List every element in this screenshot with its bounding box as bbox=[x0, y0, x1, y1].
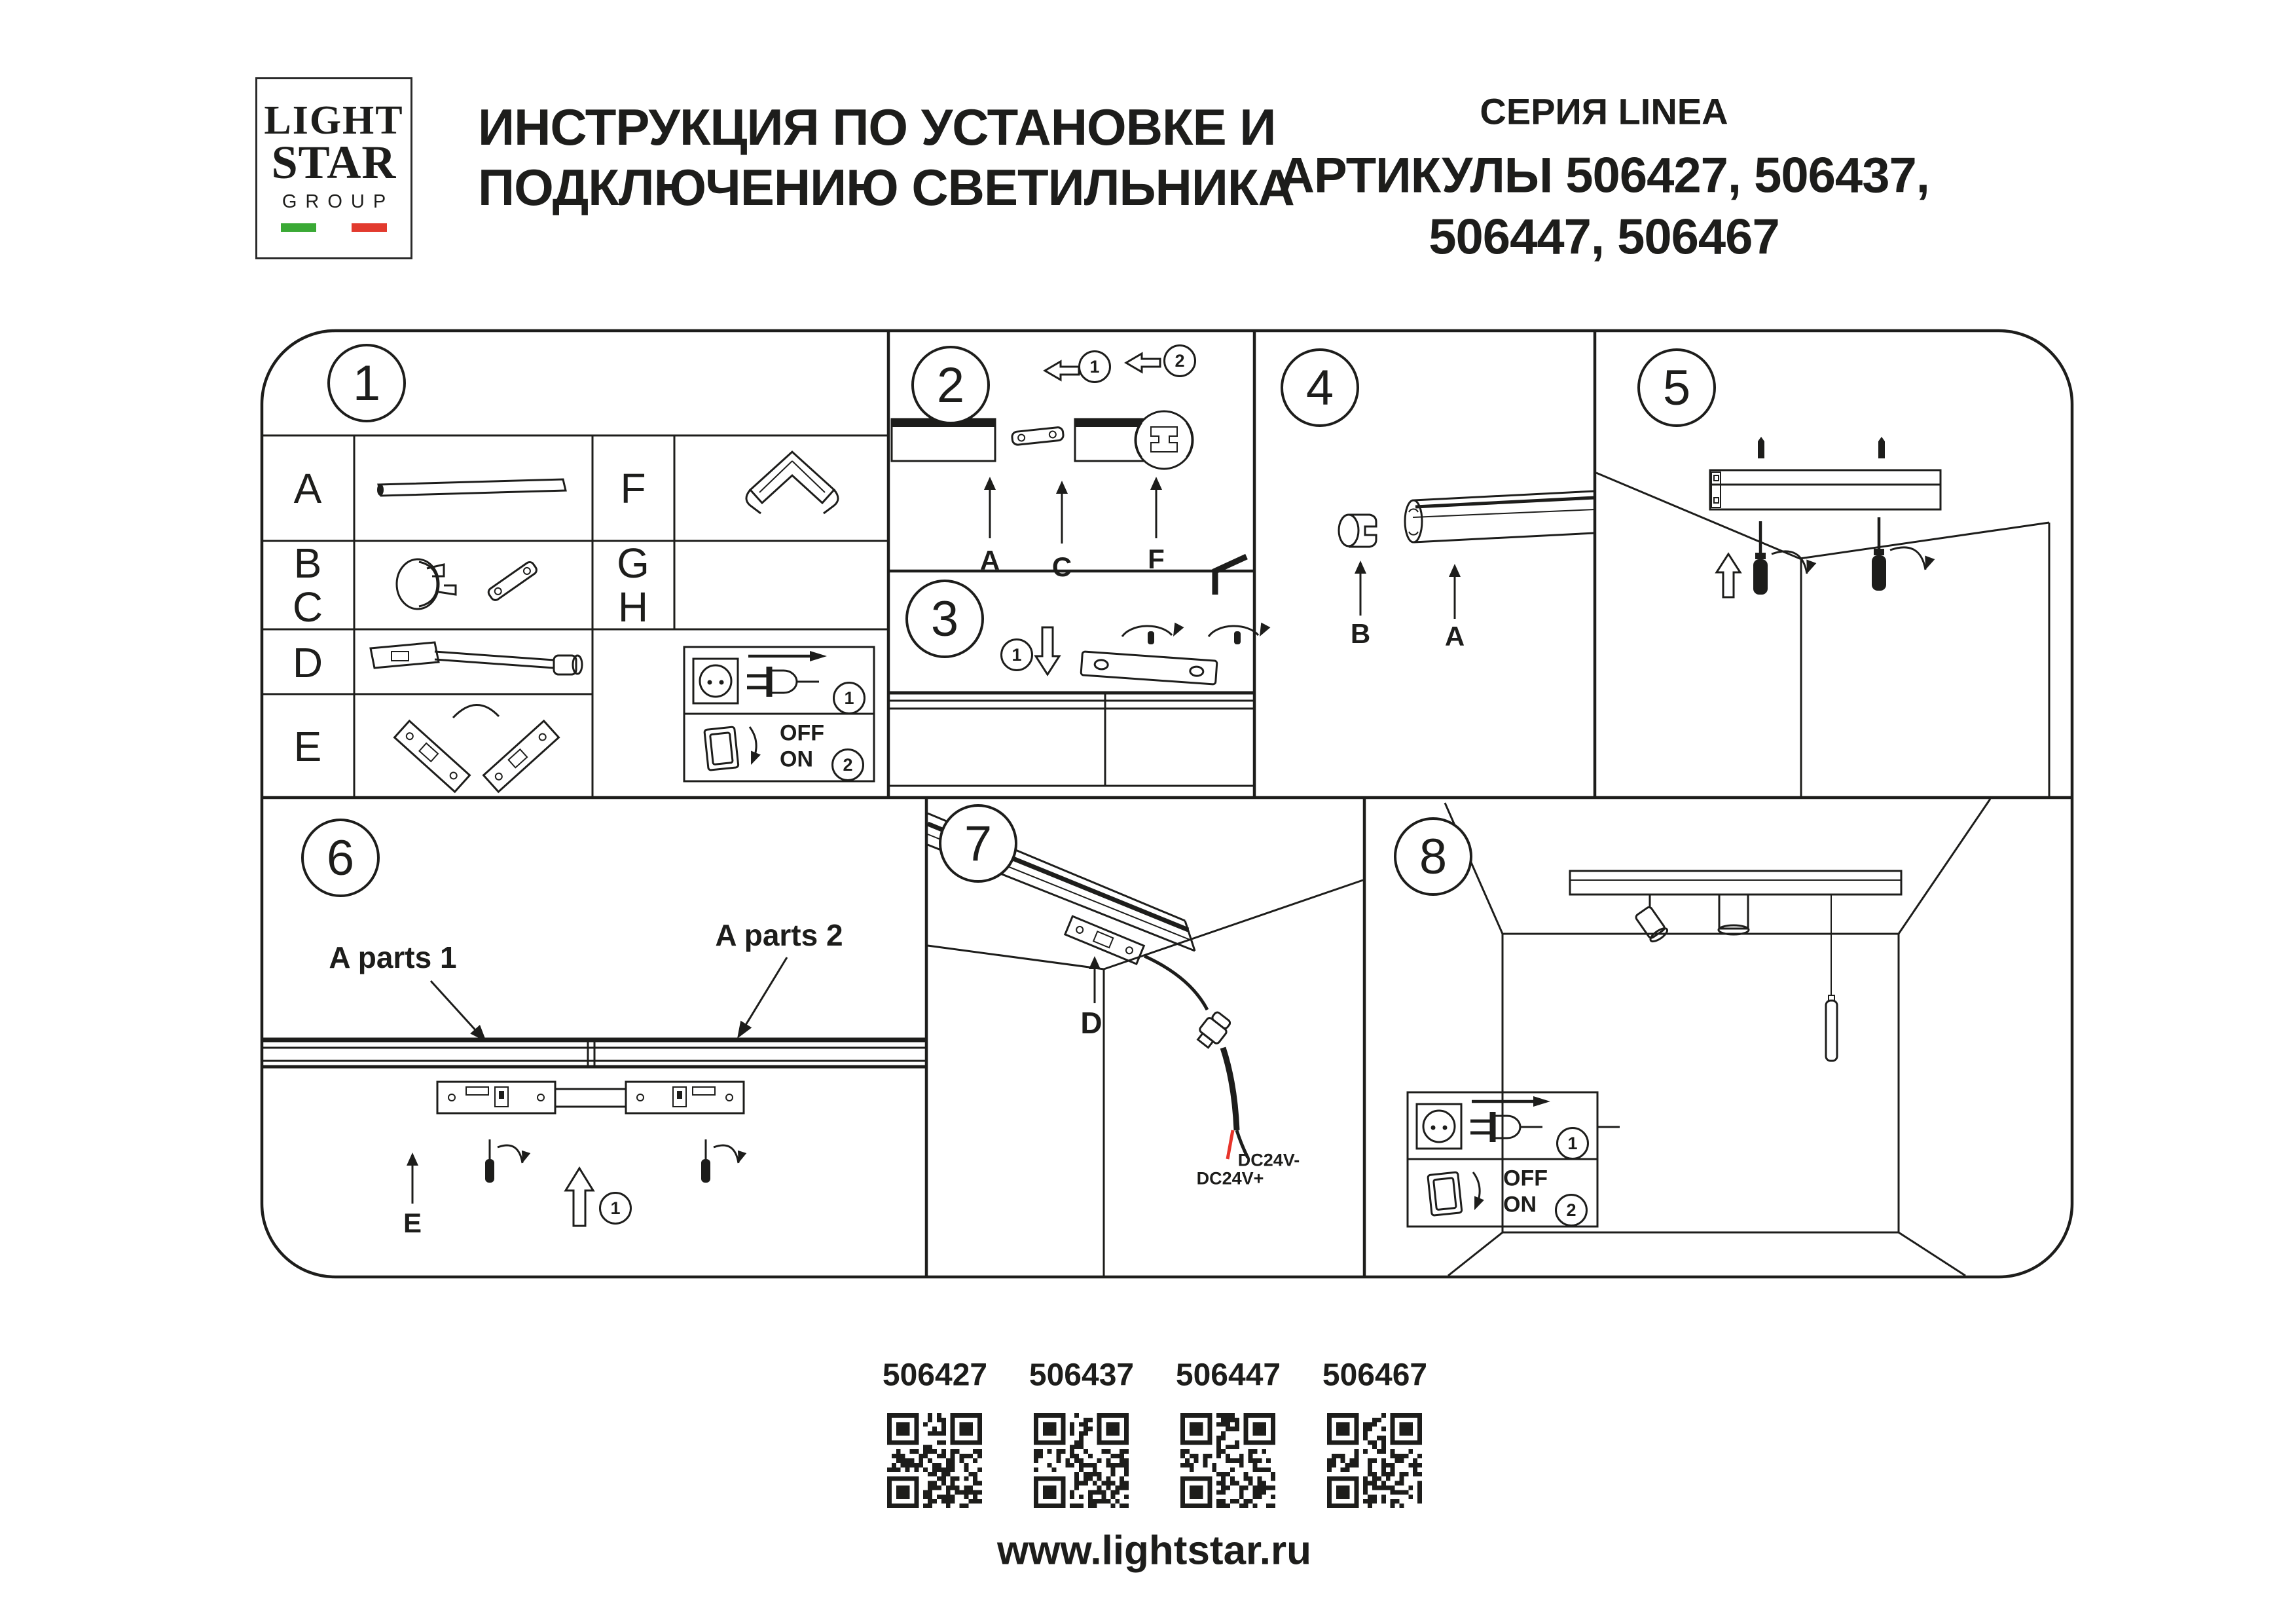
panel7-wire-negative-label: DC24V- bbox=[1237, 1150, 1300, 1170]
part-a-track-drawing bbox=[377, 479, 566, 496]
qr-article-label-1: 506427 bbox=[882, 1357, 988, 1393]
step5-circle: 5 bbox=[1637, 348, 1716, 427]
step2-circle: 2 bbox=[911, 346, 990, 424]
panel5-ceiling-mount-drawing bbox=[1596, 437, 2049, 796]
panel6-label-a-parts-2: A parts 2 bbox=[715, 918, 843, 952]
part-d-power-feed-drawing bbox=[371, 642, 582, 674]
table-letter-b: B bbox=[293, 540, 322, 587]
panel6-track-join-drawing bbox=[263, 957, 925, 1226]
table-letter-c: C bbox=[292, 583, 323, 631]
panel1-plug-step-badge: 1 bbox=[833, 682, 866, 714]
website-url: www.lightstar.ru bbox=[997, 1528, 1311, 1574]
step6-circle: 6 bbox=[301, 819, 380, 897]
panel6-badge-1: 1 bbox=[599, 1192, 632, 1225]
qr-code-506437 bbox=[1034, 1413, 1129, 1508]
frame-and-grid bbox=[262, 331, 2072, 1277]
panel8-switch-off-label: OFF bbox=[1503, 1166, 1548, 1191]
articles-line2: 506447, 506467 bbox=[1429, 209, 1779, 265]
panel2-badge-1: 1 bbox=[1078, 350, 1111, 383]
panel7-wire-positive-label: DC24V+ bbox=[1196, 1168, 1264, 1189]
step8-circle: 8 bbox=[1394, 817, 1472, 896]
panel8-switch-on-label: ON bbox=[1503, 1192, 1537, 1217]
table-letter-d: D bbox=[292, 639, 323, 686]
logo-word-light: LIGHT bbox=[264, 98, 404, 143]
qr-article-label-2: 506437 bbox=[1029, 1357, 1135, 1393]
step7-circle: 7 bbox=[939, 804, 1017, 883]
qr-code-506447 bbox=[1180, 1413, 1275, 1508]
part-f-corner-track-drawing bbox=[746, 452, 838, 513]
step1-circle: 1 bbox=[327, 344, 406, 422]
table-letter-h: H bbox=[617, 583, 649, 631]
table-letter-g: G bbox=[617, 540, 649, 587]
panel1-switch-off-label: OFF bbox=[780, 720, 824, 746]
panel8-plug-step-badge: 1 bbox=[1556, 1127, 1589, 1160]
part-e-corner-connector-drawing bbox=[395, 705, 559, 792]
logo-word-star: STAR bbox=[271, 136, 397, 189]
panel1-switch-step-badge: 2 bbox=[831, 748, 864, 781]
panel7-label-d: D bbox=[1080, 1006, 1102, 1040]
panel1-switch-on-label: ON bbox=[780, 747, 813, 772]
panel2-label-f: F bbox=[1148, 544, 1165, 574]
qr-code-506427 bbox=[887, 1413, 982, 1508]
table-letter-f: F bbox=[620, 465, 646, 512]
panel4-endcap-drawing bbox=[1339, 491, 1595, 619]
panel2-badge-2: 2 bbox=[1163, 344, 1196, 377]
articles-line1: АРТИКУЛЫ 506427, 506437, bbox=[1279, 147, 1929, 204]
panel6-label-e: E bbox=[403, 1208, 422, 1238]
table-letter-a: A bbox=[293, 465, 322, 512]
series-label: СЕРИЯ LINEA bbox=[1480, 90, 1728, 132]
panel2-label-a: A bbox=[979, 545, 1000, 576]
panel8-switch-step-badge: 2 bbox=[1555, 1194, 1588, 1227]
panel4-label-a: A bbox=[1444, 621, 1465, 652]
panel4-label-b: B bbox=[1350, 618, 1371, 649]
qr-code-506467 bbox=[1327, 1413, 1422, 1508]
qr-article-label-4: 506467 bbox=[1322, 1357, 1428, 1393]
title-line2: ПОДКЛЮЧЕНИЮ СВЕТИЛЬНИКА bbox=[478, 158, 1294, 217]
part-bc-cap-and-plate-drawing bbox=[397, 559, 538, 609]
qr-article-label-3: 506447 bbox=[1175, 1357, 1281, 1393]
title-line1: ИНСТРУКЦИЯ ПО УСТАНОВКЕ И bbox=[478, 98, 1276, 156]
panel6-label-a-parts-1: A parts 1 bbox=[329, 940, 457, 974]
panel2-label-c: C bbox=[1051, 551, 1072, 582]
panel7-power-connection-drawing bbox=[928, 813, 1363, 1276]
logo-word-group: GROUP bbox=[282, 191, 395, 213]
step4-circle: 4 bbox=[1281, 348, 1359, 427]
panel3-badge-1: 1 bbox=[1000, 638, 1033, 671]
table-letter-e: E bbox=[293, 723, 322, 770]
step3-circle: 3 bbox=[905, 580, 984, 658]
